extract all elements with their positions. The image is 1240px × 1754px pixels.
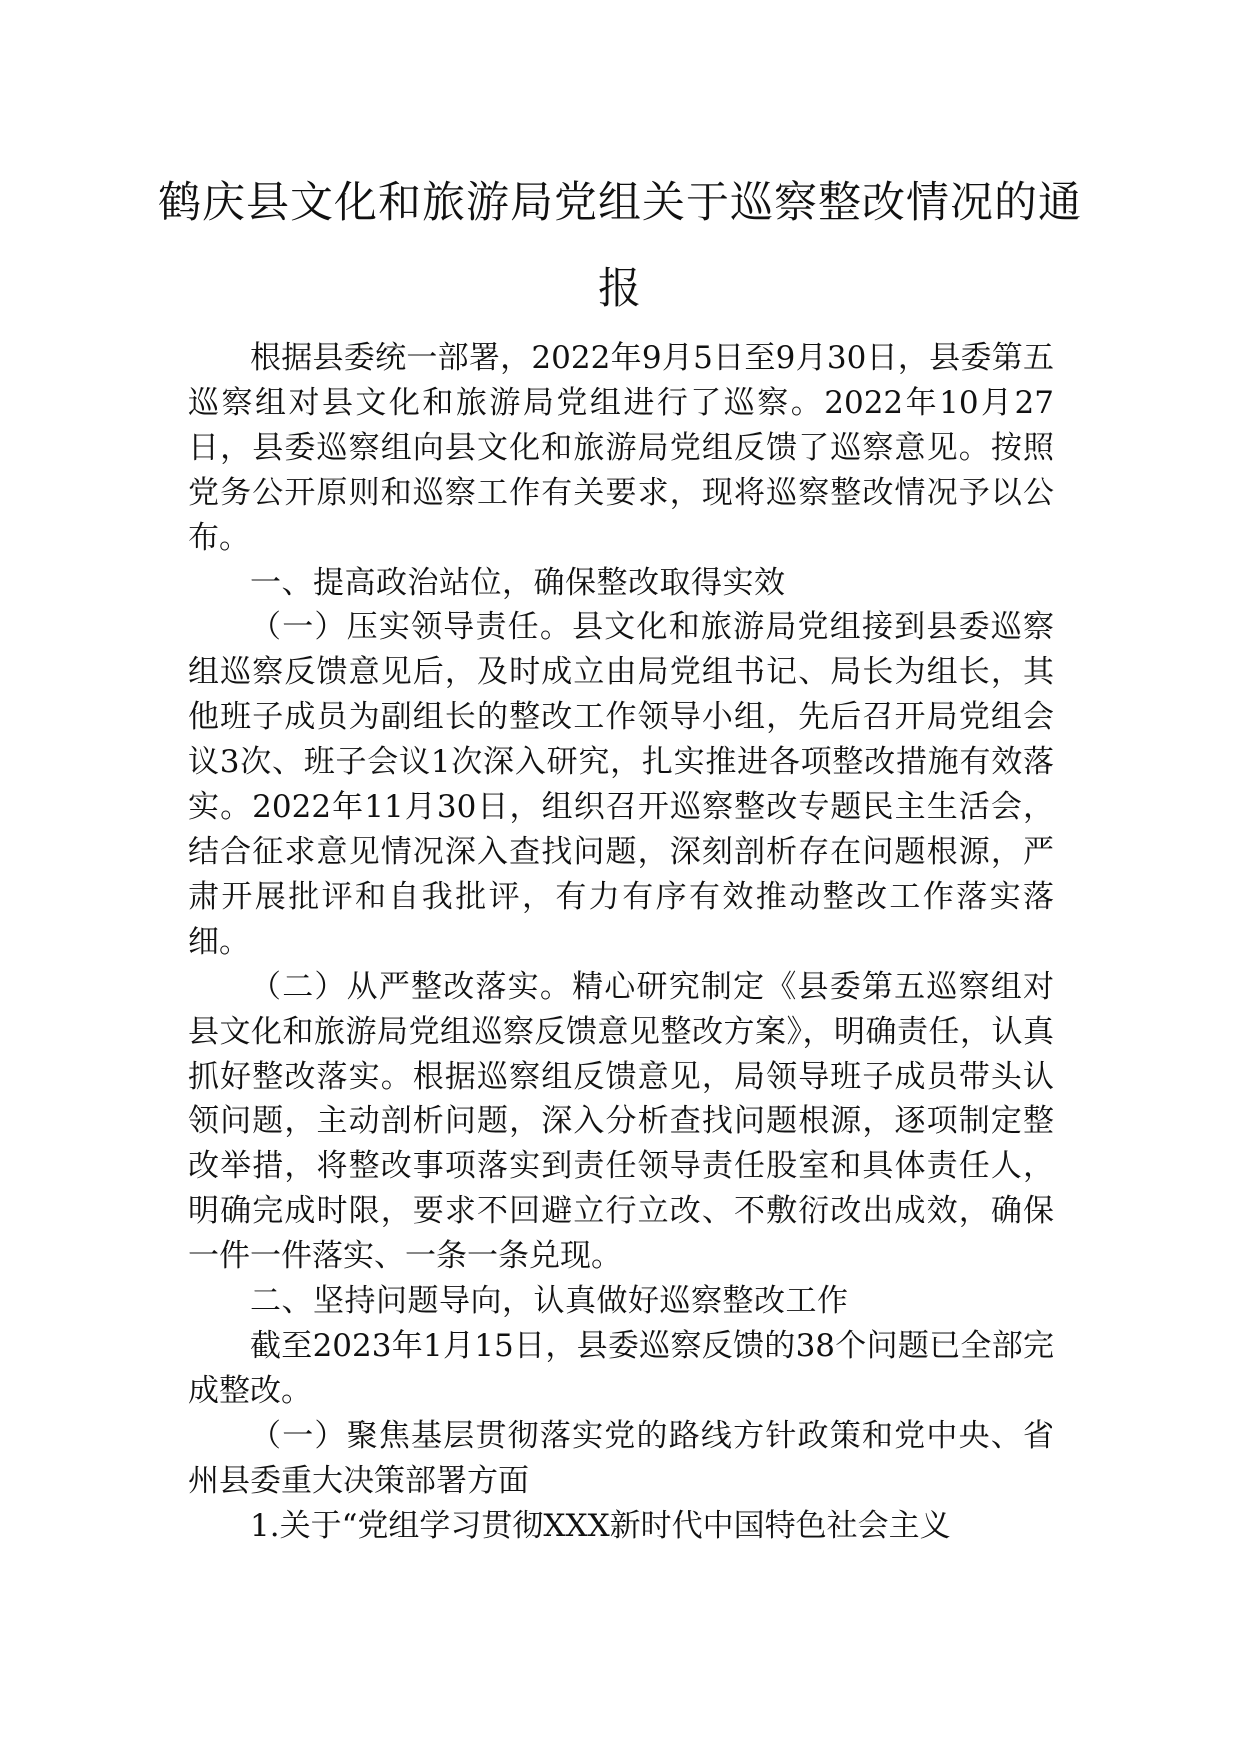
section-heading-2: 二、坚持问题导向，认真做好巡察整改工作 — [250, 1283, 849, 1320]
subsection-paragraph-1-1: （一）压实领导责任。县文化和旅游局党组接到县委巡察组巡察反馈意见后，及时成立由局党组书记、局长为组长，其他班子成员为副组长的整改工作领导小组，先后召开局党组会议3次、班子会议1次深入研究，扎实推进各项整改措施有效落实。2022年11月30日，组织召开巡察整改专题民主生活会，结合征求意见情况深入查找问题，深刻剖析存在问题根源，严肃开展批评和自我批评，有力有序有效推动整改工作落实落细。 — [188, 609, 1054, 960]
intro-paragraph: 根据县委统一部署，2022年9月5日至9月30日，县委第五巡察组对县文化和旅游局党组进行了巡察。2022年10月27日，县委巡察组向县文化和旅游局党组反馈了巡察意见。按照党务公开原则和巡察工作有关要求，现将巡察整改情况予以公布。 — [188, 340, 1054, 556]
section-heading-1: 一、提高政治站位，确保整改取得实效 — [250, 564, 786, 601]
status-paragraph: 截至2023年1月15日，县委巡察反馈的38个问题已全部完成整改。 — [188, 1327, 1054, 1409]
item-paragraph-1: 1.关于“党组学习贯彻XXX新时代中国特色社会主义 — [250, 1507, 951, 1544]
subsection-paragraph-1-2: （二）从严整改落实。精心研究制定《县委第五巡察组对县文化和旅游局党组巡察反馈意见整改方案》，明确责任，认真抓好整改落实。根据巡察组反馈意见，局领导班子成员带头认领问题，主动剖析问题，深入分析查找问题根源，逐项制定整改举措，将整改事项落实到责任领导责任股室和具体责任人，明确完成时限，要求不回避立行立改、不敷衍改出成效，确保一件一件落实、一条一条兑现。 — [188, 968, 1054, 1275]
document-body — [188, 336, 1054, 1548]
subsection-heading-2-1: （一）聚焦基层贯彻落实党的路线方针政策和党中央、省州县委重大决策部署方面 — [188, 1417, 1054, 1499]
document-title: 鹤庆县文化和旅游局党组关于巡察整改情况的通报 — [158, 178, 1082, 314]
